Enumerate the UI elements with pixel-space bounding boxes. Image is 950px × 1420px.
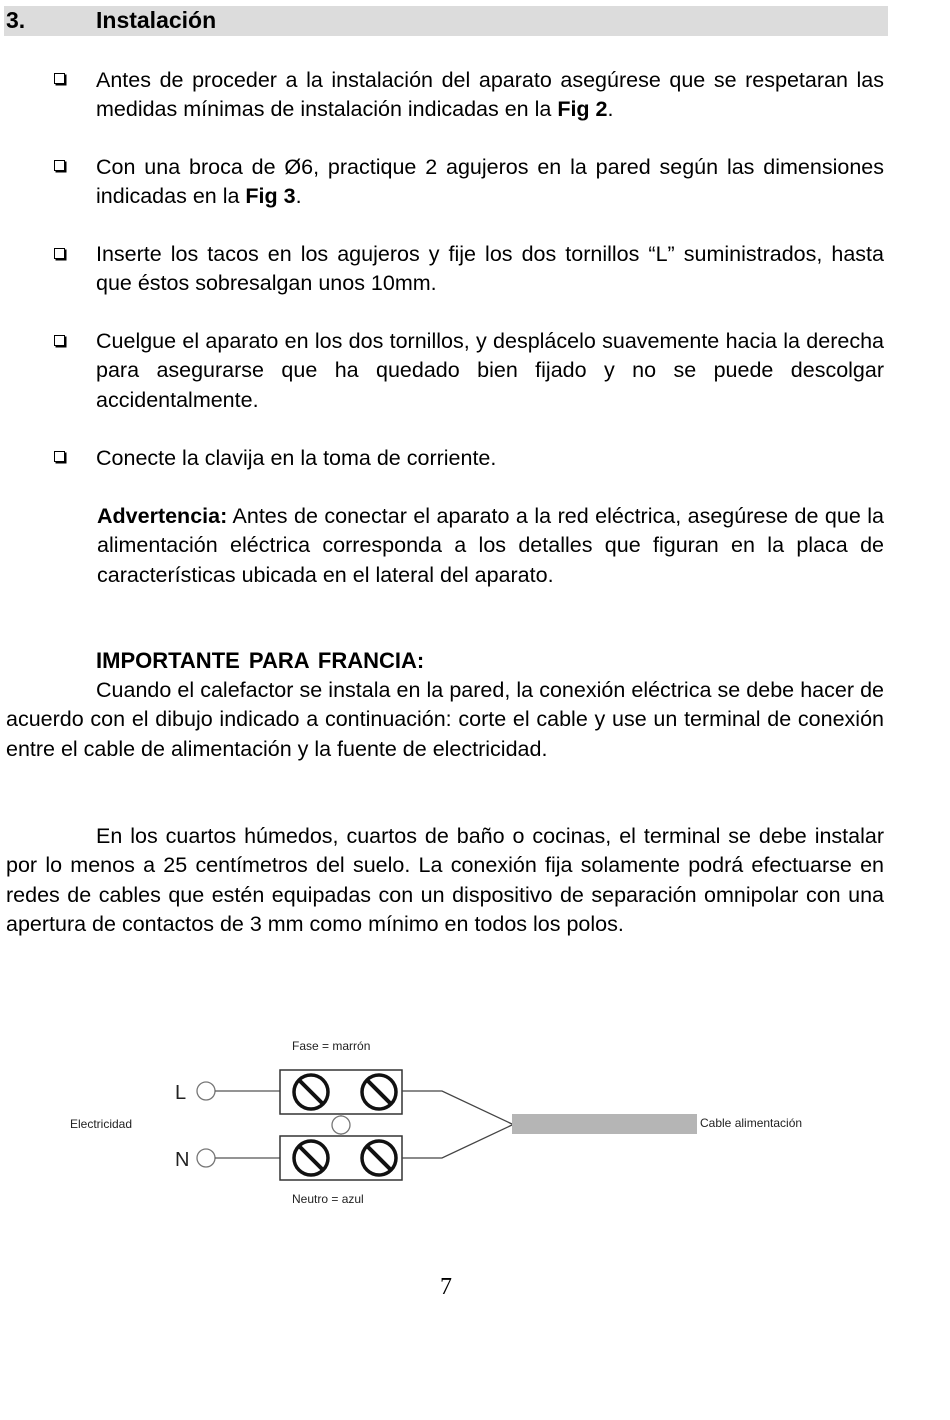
neutral-terminal-label: N <box>175 1149 190 1171</box>
bullet-item-2: Con una broca de Ø6, practique 2 agujeros en la pared según las dimensiones indicadas en la Fig 3. <box>96 155 884 209</box>
page-number: 7 <box>440 1274 452 1300</box>
checkbox-bullet-icon <box>54 248 65 259</box>
checkbox-bullet-icon <box>54 335 65 346</box>
cable-wires <box>402 1091 512 1158</box>
bullet-item-1: Antes de proceder a la instalación del aparato asegúrese que se respetaran las medidas mínimas de instalación indicadas en la Fig 2. <box>96 68 884 122</box>
checkbox-bullet-icon <box>54 160 65 171</box>
screw-icon <box>294 1075 328 1109</box>
section-title: Instalación <box>96 7 217 33</box>
line-input-circle-icon <box>197 1082 215 1100</box>
important-title: IMPORTANTE PARA FRANCIA: <box>96 648 425 673</box>
power-cable-label: Cable alimentación <box>700 1116 803 1130</box>
figure-reference: Fig 3 <box>245 184 296 209</box>
neutral-label: Neutro = azul <box>292 1192 364 1206</box>
warning-label: Advertencia: <box>97 504 228 528</box>
power-cable-icon <box>512 1114 697 1134</box>
wiring-diagram <box>0 1020 950 1230</box>
bullet-item-3: Inserte los tacos en los agujeros y fije los dos tornillos “L” suministrados, hasta que éstos sobresalgan unos 10mm. <box>96 242 884 296</box>
line-terminal-label: L <box>175 1082 187 1104</box>
checkbox-bullet-icon <box>54 451 65 462</box>
electricity-label: Electricidad <box>70 1117 133 1131</box>
warning-paragraph: Advertencia: Antes de conectar el aparato a la red eléctrica, asegúrese de que la alimentación eléctrica corresponda a los detalles que figuran en la placa de características ubicada en el lateral del aparato. <box>97 504 884 587</box>
bullet-item-5: Conecte la clavija en la toma de corriente. <box>96 446 497 470</box>
important-paragraph-2: En los cuartos húmedos, cuartos de baño o cocinas, el terminal se debe instalar por lo menos a 25 centímetros del suelo. La conexión fija solamente podrá efectuarse en redes de cables que estén equipadas con un dispositivo de separación omnipolar con una apertura de contactos de 3 mm como mínimo en todos los polos. <box>6 824 884 936</box>
screw-icon <box>362 1141 396 1175</box>
checkbox-bullet-icon <box>54 73 65 84</box>
screw-icon <box>362 1075 396 1109</box>
phase-label: Fase = marrón <box>292 1039 371 1053</box>
neutral-input-circle-icon <box>197 1149 215 1167</box>
section-number: 3. <box>6 7 26 33</box>
bullet-item-4: Cuelgue el aparato en los dos tornillos, y desplácelo suavemente hacia la derecha para asegurarse que ha quedado bien fijado y no se puede descolgar accidentalmente. <box>96 329 884 412</box>
figure-reference: Fig 2 <box>557 97 608 122</box>
screw-icon <box>294 1141 328 1175</box>
important-paragraph-1: Cuando el calefactor se instala en la pared, la conexión eléctrica se debe hacer de acuerdo con el dibujo indicado a continuación: corte el cable y use un terminal de conexión entre el cable de alimentación y la fuente de electricidad. <box>6 678 884 761</box>
